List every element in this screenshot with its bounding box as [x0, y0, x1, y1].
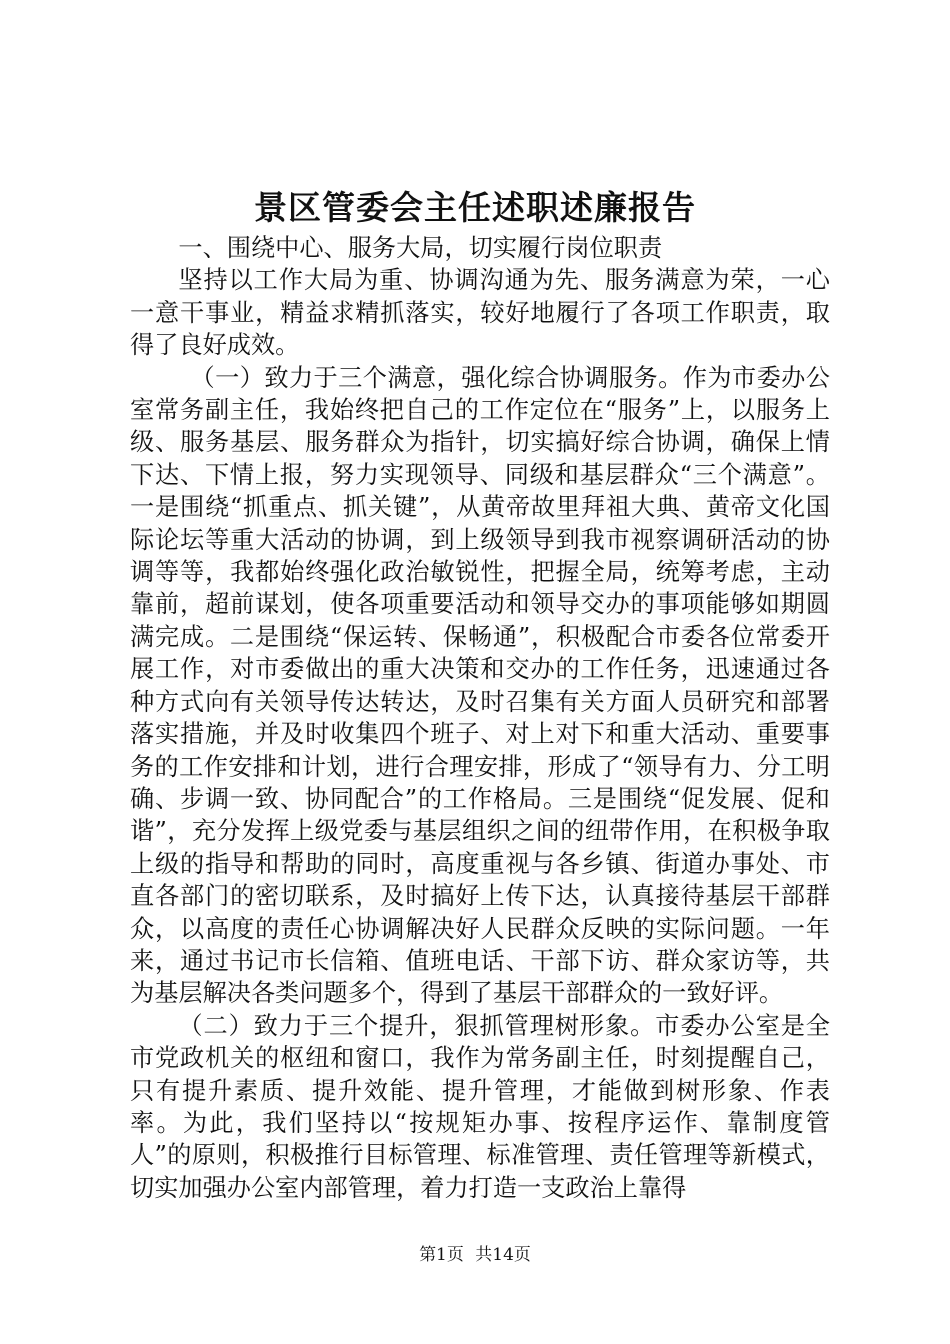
document-title: 景区管委会主任述职述廉报告	[254, 188, 696, 227]
paragraph: （二）致力于三个提升，狠抓管理树形象。市委办公室是全市党政机关的枢纽和窗口，我作为常务副主任，时刻提醒自己，只有提升素质、提升效能、提升管理，才能做到树形象、作表率。为此，我们坚持以“按规矩办事、按程序运作、靠制度管人”的原则，积极推行目标管理、标准管理、责任管理等新模式，切实加强办公室内部管理，着力打造一支政治上靠得	[130, 1011, 830, 1202]
paragraph: （一）致力于三个满意，强化综合协调服务。作为市委办公室常务副主任，我始终把自己的工作定位在“服务”上，以服务上级、服务基层、服务群众为指针，切实搞好综合协调，确保上情下达、下情上报，努力实现领导、同级和基层群众“三个满意”。一是围绕“抓重点、抓关键”，从黄帝故里拜祖大典、黄帝文化国际论坛等重大活动的协调，到上级领导到我市视察调研活动的协调等等，我都始终强化政治敏锐性，把握全局，统筹考虑，主动靠前，超前谋划，使各项重要活动和领导交办的事项能够如期圆满完成。二是围绕“保运转、保畅通”，积极配合市委各位常委开展工作，对市委做出的重大决策和交办的工作任务，迅速通过各种方式向有关领导传达转达，及时召集有关方面人员研究和部署落实措施，并及时收集四个班子、对上对下和重大活动、重要事务的工作安排和计划，进行合理安排，形成了“领导有力、分工明确、步调一致、协同配合”的工作格局。三是围绕“促发展、促和谐”，充分发挥上级党委与基层组织之间的纽带作用，在积极争取上级的指导和帮助的同时，高度重视与各乡镇、街道办事处、市直各部门的密切联系，及时搞好上传下达，认真接待基层干部群众，以高度的责任心协调解决好人民群众反映的实际问题。一年来，通过书记市长信箱、值班电话、干部下访、群众家访等，共为基层解决各类问题多个，得到了基层干部群众的一致好评。	[130, 363, 830, 1008]
document-body	[130, 232, 830, 1204]
page-total: 共14页	[475, 1245, 531, 1265]
section-heading: 一、围绕中心、服务大局，切实履行岗位职责	[178, 234, 663, 262]
page-number: 第1页	[419, 1245, 464, 1265]
page-footer	[0, 1243, 950, 1267]
paragraph: 坚持以工作大局为重、协调沟通为先、服务满意为荣，一心一意干事业，精益求精抓落实，较好地履行了各项工作职责，取得了良好成效。	[130, 266, 830, 360]
